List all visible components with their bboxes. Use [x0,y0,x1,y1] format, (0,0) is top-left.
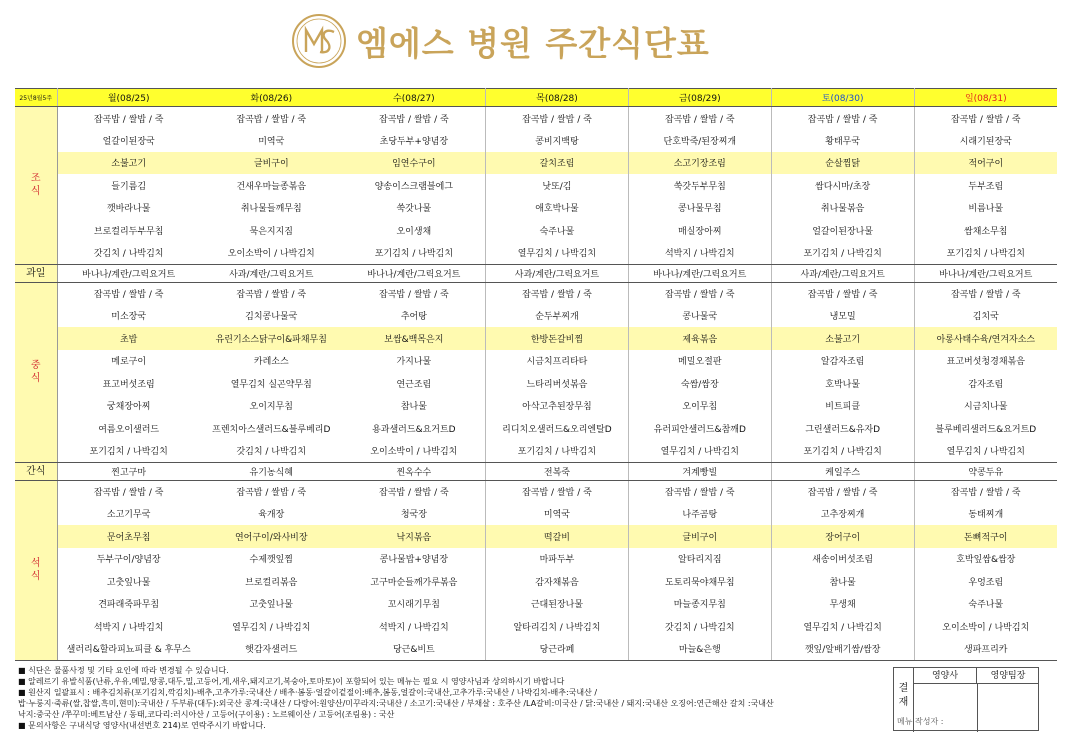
menu-cell: 아롱사태수육/연겨자소스 [914,327,1057,350]
menu-cell: 포기김치 / 나박김치 [771,440,914,463]
menu-row [15,440,1057,463]
menu-cell: 열무김치 / 나박김치 [628,440,771,463]
menu-cell: 새송이버섯조림 [771,548,914,571]
menu-cell: 여름오이샐러드 [98,424,160,435]
menu-cell: 사과/계란/그릭요거트 [771,264,914,282]
menu-row [15,570,1057,593]
menu-row [15,417,1057,440]
day-header: 월(08/25) [57,89,200,107]
menu-cell: 그린샐러드&유자D [771,417,914,440]
menu-cell: 표고버섯청경채볶음 [946,357,1025,368]
menu-cell: 문어초무침 [57,525,200,548]
menu-cell: 깻잎/알배기쌈/쌈장 [771,638,914,661]
menu-cell: 냉모밀 [771,305,914,328]
menu-cell: 오이지무침 [249,402,293,413]
menu-row [15,327,1057,350]
day-header: 목(08/28) [486,89,629,107]
menu-cell: 제육볶음 [628,327,771,350]
menu-cell: 참나물 [771,570,914,593]
menu-cell: 취나물들깨무침 [240,204,302,215]
menu-cell: 얼갈이된장나물 [771,219,914,242]
menu-cell: 햇감자샐러드 [200,638,343,661]
menu-cell: 잡곡밥 / 쌀밥 / 죽 [236,290,307,300]
notice-line: ■ 식단은 물품사정 및 기타 요인에 따라 변경될 수 있습니다. [18,666,229,675]
meal-label: 과일 [15,264,57,282]
menu-cell: 두부구이/양념장 [96,555,161,566]
menu-row [15,462,1057,480]
menu-cell: 잡곡밥 / 쌀밥 / 죽 [343,107,486,130]
menu-cell: 잡곡밥 / 쌀밥 / 죽 [628,107,771,130]
menu-cell: 숙주나물 [968,600,1004,611]
day-header: 일(08/31) [914,89,1057,107]
menu-cell: 잡곡밥 / 쌀밥 / 죽 [628,282,771,305]
week-label: 25년8월5주 [15,89,57,107]
menu-cell: 미역국 [258,136,285,147]
menu-cell: 석박지 / 나박김치 [628,242,771,265]
menu-cell: 미역국 [486,503,629,526]
menu-cell: 잡곡밥 / 쌀밥 / 죽 [950,290,1021,300]
menu-cell: 용과샐러드&요거트D [343,417,486,440]
menu-row [15,480,1057,503]
menu-cell: 잡곡밥 / 쌀밥 / 죽 [343,480,486,503]
menu-cell: 잡곡밥 / 쌀밥 / 죽 [486,107,629,130]
menu-cell: 겨계빵빌 [628,462,771,480]
menu-row [15,152,1057,175]
menu-cell: 취나물볶음 [771,197,914,220]
meal-label: 조 식 [15,107,57,265]
day-header: 토(08/30) [771,89,914,107]
menu-cell: 매실장아찌 [628,219,771,242]
menu-cell: 샐러리&할라피뇨피클 & 후무스 [57,638,200,661]
menu-cell: 포기김치 / 나박김치 [914,242,1057,265]
page-title: 엠에스 병원 주간식단표 [356,24,710,63]
menu-cell: 단호박죽/된장찌개 [628,129,771,152]
menu-cell: 열무김치 실곤약무침 [230,379,312,390]
menu-cell: 비름나물 [968,204,1004,215]
menu-cell: 임연수구이 [343,152,486,175]
menu-cell: 고춧잎나물 [249,600,293,611]
menu-cell: 청국장 [343,503,486,526]
menu-cell: 유러피안샐러드&참깨D [628,417,771,440]
menu-row [15,107,1057,130]
menu-cell: 포기김치 / 나박김치 [343,242,486,265]
menu-cell: 알타리지짐 [628,548,771,571]
menu-cell: 콩비지백탕 [486,129,629,152]
meal-label: 간식 [15,462,57,480]
menu-row [15,350,1057,373]
menu-cell: 느타리버섯볶음 [486,372,629,395]
menu-cell: 두부조림 [968,181,1004,192]
menu-cell: 오이무침 [628,395,771,418]
menu-cell: 낫또/김 [486,174,629,197]
menu-cell: 포기김치 / 나박김치 [771,242,914,265]
menu-cell: 바나나/계란/그릭요거트 [914,264,1057,282]
menu-cell: 순두부찌개 [486,305,629,328]
menu-cell: 잡곡밥 / 쌀밥 / 죽 [628,480,771,503]
notice-line: ■ 원산지 일괄표시 : 배추김치류(포기김치,깍김치)-배추,고추가루:국내산 / 배추·봄동·얼갈이겉절이:배추,봄동,얼갈이:국내산,고추가루:국내산 / 나박김치-배추:국내산 / [18,688,598,697]
menu-row [15,282,1057,305]
menu-cell: 소불고기 [771,327,914,350]
page-header [0,0,1074,84]
menu-cell: 브로컬리볶음 [245,577,298,588]
menu-cell: 숙주나물 [486,219,629,242]
menu-cell: 시금치나물 [964,402,1008,413]
menu-cell: 열무김치 / 나박김치 [771,615,914,638]
menu-cell: 콩나물무침 [628,197,771,220]
menu-row [15,503,1057,526]
menu-cell: 깻바라나물 [106,204,151,215]
menu-cell: 소고기무국 [106,510,151,521]
menu-cell: 케일주스 [771,462,914,480]
menu-cell: 마늘&은행 [628,638,771,661]
menu-cell: 보쌈&백목은지 [343,327,486,350]
day-header: 수(08/27) [343,89,486,107]
menu-cell: 전복죽 [486,462,629,480]
menu-row [15,197,1057,220]
menu-cell: 알감자조림 [771,350,914,373]
menu-row [15,264,1057,282]
menu-cell: 양송이스크램블에그 [343,174,486,197]
menu-row [15,372,1057,395]
meal-label: 중 식 [15,282,57,462]
menu-cell: 초밥 [57,327,200,350]
menu-cell: 김치국 [972,312,999,323]
menu-row [15,525,1057,548]
meal-label: 석 식 [15,480,57,660]
menu-cell: 오이소박이 / 나박김치 [343,440,486,463]
menu-row [15,638,1057,661]
menu-cell: 오이생채 [343,219,486,242]
menu-row [15,548,1057,571]
notice-line: 밥·누룽지·죽류(쌀,찹쌀,흑미,현미):국내산 / 두부류(대두):외국산 콩계:국내산 / 다랑어:원양산/미꾸라지:국내산 / 소고기:국내산 / 부채살 : 호주산 /LA갈비:미국산 / 닭:국내산 / 돼지:국내산 오징어:연근해산 갈치 :국내산 [18,699,774,708]
weekly-menu-table [15,88,1057,661]
menu-cell: 무생채 [771,593,914,616]
menu-cell: 쌈채소무침 [964,226,1008,237]
menu-cell: 갓김치 / 나박김치 [628,615,771,638]
menu-cell: 잡곡밥 / 쌀밥 / 죽 [771,107,914,130]
menu-cell: 열무김치 / 나박김치 [486,242,629,265]
menu-cell: 콩나물국 [628,305,771,328]
menu-cell: 당근라페 [486,638,629,661]
menu-cell: 잡곡밥 / 쌀밥 / 죽 [343,282,486,305]
menu-cell: 순살찜닭 [771,152,914,175]
menu-cell: 연어구이/와사비장 [200,525,343,548]
approval-dietitian: 영양사 [914,668,977,684]
menu-row [15,305,1057,328]
menu-cell: 생파프리카 [914,638,1057,661]
menu-cell: 카레소스 [253,357,289,368]
menu-cell: 호박잎쌈&쌈장 [956,555,1016,566]
menu-cell: 감자조림 [968,379,1004,390]
menu-cell: 당근&비트 [343,638,486,661]
menu-cell: 황태무국 [771,129,914,152]
hospital-logo-icon [290,12,348,70]
menu-cell: 유기농식혜 [200,462,343,480]
menu-cell: 고추장찌개 [771,503,914,526]
menu-cell: 묵은지지짐 [249,226,293,237]
menu-cell: 연근조림 [343,372,486,395]
notice-block [18,665,878,731]
menu-cell: 찐고구마 [57,462,200,480]
menu-cell: 메로구이 [111,357,147,368]
menu-cell: 가지나물 [343,350,486,373]
menu-cell: 견파래죽파무침 [98,600,160,611]
menu-cell: 잡곡밥 / 쌀밥 / 죽 [236,488,307,498]
menu-cell: 나주곰탕 [628,503,771,526]
menu-cell: 숙쌈/쌈장 [628,372,771,395]
menu-cell: 건새우마늘종볶음 [236,181,307,192]
menu-cell: 소불고기 [57,152,200,175]
menu-cell: 마파두부 [486,548,629,571]
menu-cell: 열무김치 / 나박김치 [914,440,1057,463]
menu-cell: 적어구이 [914,152,1057,175]
menu-cell: 김치콩나물국 [245,312,298,323]
menu-cell: 소고기장조림 [628,152,771,175]
menu-cell: 고춧잎나물 [106,577,151,588]
menu-row [15,219,1057,242]
menu-cell: 한방돈갈비찜 [486,327,629,350]
menu-cell: 도토리묵야채무침 [628,570,771,593]
menu-cell: 애호박나물 [486,197,629,220]
menu-cell: 참나물 [343,395,486,418]
menu-cell: 잡곡밥 / 쌀밥 / 죽 [93,488,164,498]
menu-cell: 메밀오절판 [628,350,771,373]
notice-line: ■ 문의사항은 구내식당 영양사(내선번호 214)로 연락주시기 바랍니다. [18,721,266,730]
menu-cell: 오이소박이 / 나박김치 [200,242,343,265]
menu-cell: 알타리김치 / 나박김치 [486,615,629,638]
menu-cell: 아삭고추된장무침 [486,395,629,418]
menu-cell: 프렌치아스샐러드&블루베리D [212,424,331,435]
menu-cell: 낙지볶음 [343,525,486,548]
menu-row [15,615,1057,638]
menu-cell: 잡곡밥 / 쌀밥 / 죽 [950,488,1021,498]
menu-cell: 미소장국 [111,312,147,323]
menu-cell: 석박지 / 나박김치 [343,615,486,638]
menu-cell: 잡곡밥 / 쌀밥 / 죽 [486,480,629,503]
menu-cell: 잡곡밥 / 쌀밥 / 죽 [771,480,914,503]
day-header: 금(08/29) [628,89,771,107]
menu-row [15,129,1057,152]
menu-cell: 추어탕 [343,305,486,328]
menu-cell: 쑥갓나물 [343,197,486,220]
menu-cell: 돈뼈적구이 [914,525,1057,548]
menu-cell: 글비구이 [628,525,771,548]
menu-cell: 비트피클 [771,395,914,418]
menu-cell: 열무김치 / 나박김치 [232,622,311,633]
menu-cell: 잡곡밥 / 쌀밥 / 죽 [93,290,164,300]
menu-cell: 떡갈비 [486,525,629,548]
menu-cell: 갈치조림 [486,152,629,175]
menu-cell: 석박지 / 나박김치 [93,622,164,633]
menu-cell: 블루베리샐러드&요거트D [935,424,1037,435]
menu-cell: 초당두부+양념장 [343,129,486,152]
menu-cell: 바나나/계란/그릭요거트 [628,264,771,282]
menu-cell: 장어구이 [771,525,914,548]
menu-cell: 잡곡밥 / 쌀밥 / 죽 [771,282,914,305]
menu-cell: 동태찌개 [968,510,1004,521]
menu-row [15,395,1057,418]
menu-cell: 수제깻잎찜 [249,555,293,566]
menu-row [15,242,1057,265]
day-header-row [15,89,1057,107]
menu-cell: 유린기소스닭구이&파채무침 [200,327,343,350]
menu-cell: 오이소박이 / 나박김치 [942,622,1030,633]
menu-cell: 꼬시래기무침 [343,593,486,616]
menu-cell: 육개장 [258,510,285,521]
menu-cell: 궁채장아찌 [106,402,151,413]
approval-label: 결 재 [894,668,914,732]
menu-cell: 글비구이 [200,152,343,175]
approval-team-lead: 영양팀장 [977,668,1039,684]
menu-cell: 바나나/계란/그릭요거트 [343,264,486,282]
menu-cell: 약콩두유 [914,462,1057,480]
menu-cell: 갓김치 / 나박김치 [57,242,200,265]
menu-cell: 포기김치 / 나박김치 [486,440,629,463]
menu-cell: 쑥갓두부무침 [628,174,771,197]
menu-writer-label: 메뉴 작성자 : [897,717,944,726]
menu-cell: 갓김치 / 나박김치 [200,440,343,463]
menu-cell: 포기김치 / 나박김치 [57,440,200,463]
menu-cell: 쌈다시마/초장 [771,174,914,197]
menu-row [15,174,1057,197]
menu-cell: 바나나/계란/그릭요거트 [57,264,200,282]
menu-cell: 콩나물밥+양념장 [343,548,486,571]
menu-cell: 브로컬리두부무침 [93,226,164,237]
menu-cell: 잡곡밥 / 쌀밥 / 죽 [93,114,164,125]
menu-cell: 마늘종지무침 [628,593,771,616]
menu-cell: 우엉조림 [968,577,1004,588]
menu-cell: 잡곡밥 / 쌀밥 / 죽 [236,114,307,125]
menu-cell: 사과/계란/그릭요거트 [486,264,629,282]
menu-cell: 찐옥수수 [343,462,486,480]
menu-row [15,593,1057,616]
notice-line: 낙지:중국산 /쭈꾸미:베트남산 / 동태,코다리:러시아산 / 고등어(구이용) : 노르웨이산 / 고등어(조림용) : 국산 [18,710,395,719]
menu-cell: 고구마순들깨가루볶음 [343,570,486,593]
menu-cell: 사과/계란/그릭요거트 [200,264,343,282]
menu-cell: 감자채볶음 [486,570,629,593]
notice-line: ■ 알레르기 유발식품(난류,우유,메밀,땅콩,대두,밀,고등어,게,새우,돼지고기,복숭아,토마토)이 포함되어 있는 메뉴는 필요 시 영양사님과 상의하시기 바랍니다 [18,677,565,686]
menu-cell: 호박나물 [771,372,914,395]
menu-cell: 표고버섯조림 [102,379,155,390]
menu-cell: 잡곡밥 / 쌀밥 / 죽 [950,114,1021,125]
menu-cell: 근대된장나물 [486,593,629,616]
menu-cell: 시금치프리타타 [486,350,629,373]
menu-cell: 잡곡밥 / 쌀밥 / 죽 [486,282,629,305]
menu-cell: 리디치오샐러드&오리엔탈D [486,417,629,440]
menu-cell: 얼갈이된장국 [102,136,155,147]
day-header: 화(08/26) [200,89,343,107]
menu-cell: 들기름김 [111,181,147,192]
menu-cell: 시래기된장국 [959,136,1012,147]
